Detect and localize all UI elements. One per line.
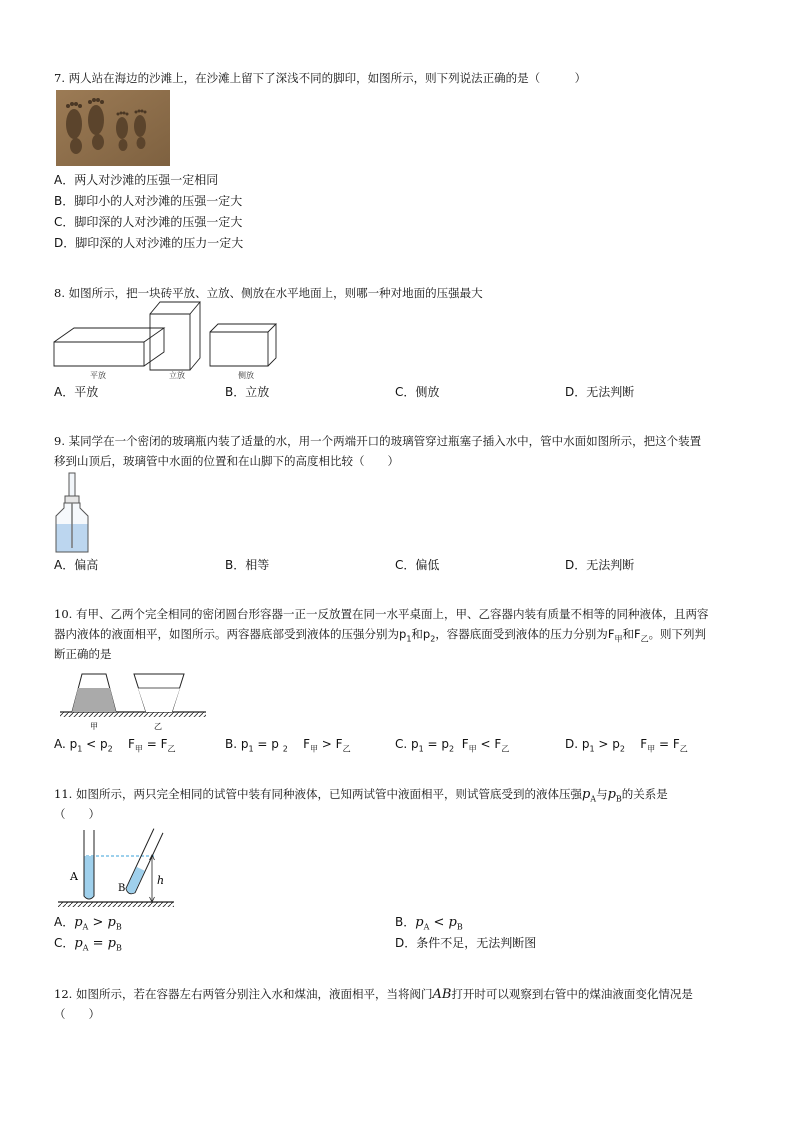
frustum-containers-figure	[58, 668, 208, 736]
footprints-image	[56, 90, 170, 170]
q10-stem-line2: 器内液体的液面相平，如图所示。两容器底部受到液体的压强分别为$p_1$和$p_2$，容器底面受到液体的压力分别为$F_甲$和$F_乙$。则下列判	[54, 627, 707, 644]
q8-option-c[interactable]: C．侧放	[395, 385, 440, 399]
q10-option-b[interactable]: B. $p_1 = p$ $_2$ $F_甲 > F_乙$	[225, 737, 351, 754]
q11-option-d[interactable]: D．条件不足，无法判断图	[395, 936, 537, 950]
q11-option-c[interactable]: C．$p_A = p_B$	[54, 936, 122, 953]
q7-stem: 7. 两人站在海边的沙滩上，在沙滩上留下了深浅不同的脚印，如图所示，则下列说法正确的是（ ）	[54, 71, 587, 85]
q8-option-a[interactable]: A．平放	[54, 385, 99, 399]
test-tubes-figure	[56, 824, 176, 914]
bricks-figure	[52, 298, 284, 386]
q10-stem-line3: 断正确的是	[54, 647, 112, 661]
label-h: h	[157, 874, 165, 887]
q7-option-d[interactable]: D．脚印深的人对沙滩的压力一定大	[54, 236, 244, 250]
q10-stem-line1: 10. 有甲、乙两个完全相同的密闭圆台形容器一正一反放置在同一水平桌面上，甲、乙容器内装有质量不相等的同种液体，且两容	[54, 607, 709, 621]
label-tube-a: A	[70, 870, 78, 883]
bottle-figure	[52, 472, 92, 560]
q7-option-c[interactable]: C．脚印深的人对沙滩的压强一定大	[54, 215, 243, 229]
q10-option-d[interactable]: D. $p_1 > p_2$ $F_甲 = F_乙$	[565, 737, 688, 754]
q10-option-a[interactable]: A. $p_1 < p_2$ $F_甲 = F_乙$	[54, 737, 176, 754]
q7-option-a[interactable]: A．两人对沙滩的压强一定相同	[54, 173, 219, 187]
q9-option-b[interactable]: B．相等	[225, 558, 270, 572]
q9-option-a[interactable]: A．偏高	[54, 558, 99, 572]
caption-flat: 平放	[90, 371, 106, 380]
q7-option-b[interactable]: B．脚印小的人对沙滩的压强一定大	[54, 194, 243, 208]
q11-stem: 11. 如图所示，两只完全相同的试管中装有同种液体，已知两试管中液面相平，则试管底受到的液体压强$p_A$与$p_B$的关系是	[54, 787, 668, 804]
q12-paren: （ ）	[54, 1007, 100, 1021]
caption-upright: 立放	[169, 371, 185, 380]
q9-option-d[interactable]: D．无法判断	[565, 558, 635, 572]
label-jia: 甲	[90, 722, 98, 731]
q12-stem: 12. 如图所示，若在容器左右两管分别注入水和煤油，液面相平，当将阀门AB打开时可以观察到右管中的煤油液面变化情况是	[54, 987, 693, 1002]
label-tube-b: B	[118, 883, 126, 894]
q10-option-c[interactable]: C. $p_1 = p_2$ $F_甲 < F_乙$	[395, 737, 510, 754]
caption-side: 侧放	[238, 371, 254, 380]
q9-option-c[interactable]: C．偏低	[395, 558, 440, 572]
q11-option-b[interactable]: B．$p_A < p_B$	[395, 915, 463, 932]
q8-stem: 8. 如图所示，把一块砖平放、立放、侧放在水平地面上，则哪一种对地面的压强最大	[54, 286, 483, 300]
q8-option-d[interactable]: D．无法判断	[565, 385, 635, 399]
q11-paren: （ ）	[54, 807, 100, 821]
label-yi: 乙	[154, 722, 162, 731]
q9-stem-line2: 移到山顶后，玻璃管中水面的位置和在山脚下的高度相比较（ ）	[54, 454, 399, 468]
q8-option-b[interactable]: B．立放	[225, 385, 270, 399]
q11-option-a[interactable]: A．$p_A > p_B$	[54, 915, 122, 932]
q9-stem-line1: 9. 某同学在一个密闭的玻璃瓶内装了适量的水，用一个两端开口的玻璃管穿过瓶塞子插入水中，管中水面如图所示，把这个装置	[54, 434, 702, 448]
